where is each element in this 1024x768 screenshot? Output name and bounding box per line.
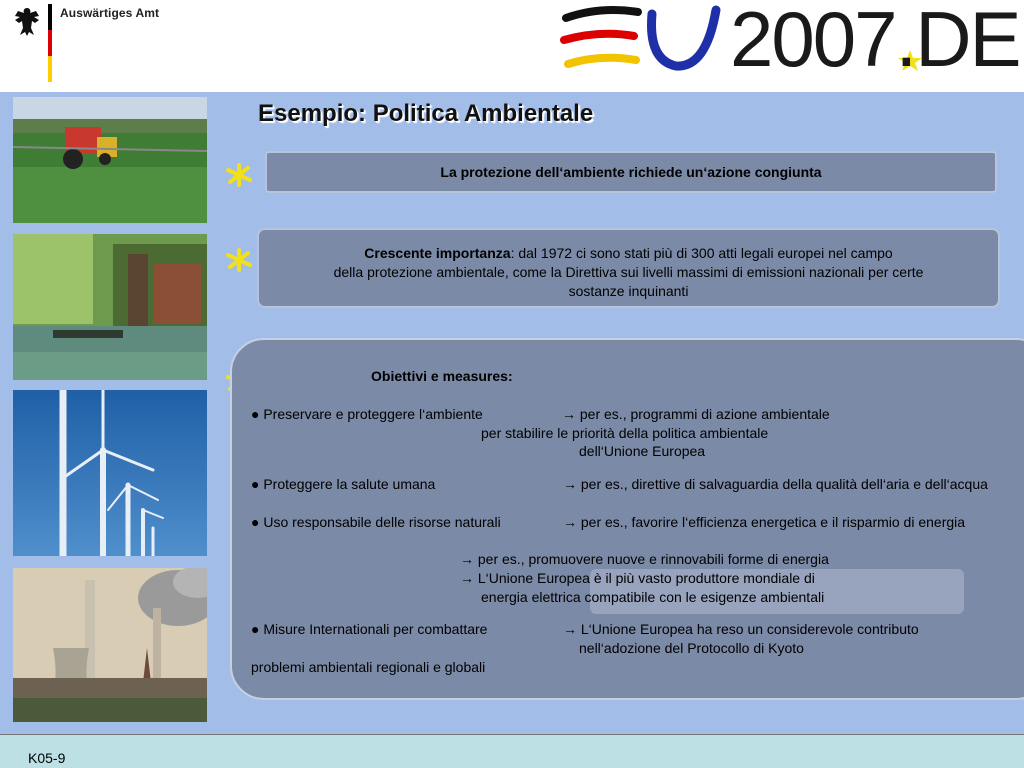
federal-eagle-icon	[12, 6, 42, 38]
growing-importance-label: Crescente importanza	[364, 245, 511, 261]
objective-health-measure: → per es., direttive di salvaguardia della qualità dell‘aria e dell‘acqua	[563, 476, 988, 492]
slide-code: K05-9	[28, 750, 66, 766]
objectives-heading: Obiettivi e measures:	[371, 368, 513, 384]
ministry-name: Auswärtiges Amt	[60, 6, 160, 20]
header-bar	[0, 0, 1024, 92]
eu-star-icon	[226, 247, 252, 273]
german-flag-bar	[48, 4, 52, 82]
eu-logo-text: 2007.DE	[730, 0, 1020, 83]
objective-resources: ● Uso responsabile delle risorse naturali	[251, 514, 501, 530]
objective-resources-measure-4: energia elettrica compatibile con le esigenze ambientali	[481, 589, 825, 605]
box2-line1: : dal 1972 ci sono stati più di 300 atti legali europei nel campo	[510, 245, 893, 261]
objective-environment: ● Preservare e proteggere l‘ambiente	[251, 406, 483, 422]
wind-turbines-photo	[13, 390, 207, 556]
objective-international-measure-2: nell‘adozione del Protocollo di Kyoto	[579, 640, 804, 656]
objective-international-measure: → L‘Unione Europea ha reso un considerevole contributo	[563, 621, 919, 637]
objective-international-2: problemi ambientali regionali e globali	[251, 659, 486, 675]
objective-environment-measure-3: dell‘Unione Europea	[579, 443, 706, 459]
eu-star-icon	[226, 162, 252, 188]
objective-resources-measure-3: → L‘Unione Europea è il più vasto produttore mondiale di	[460, 570, 815, 586]
box2-line2: della protezione ambientale, come la Direttiva sui livelli massimi di emissioni nazionali per certe	[333, 264, 924, 280]
objective-health: ● Proteggere la salute umana	[251, 476, 436, 492]
objective-environment-measure-2: per stabilire le priorità della politica ambientale	[481, 425, 769, 441]
tractor-field-photo	[13, 97, 207, 223]
canal-boat-photo	[13, 234, 207, 380]
objective-resources-measure: → per es., favorire l‘efficienza energetica e il risparmio di energia	[563, 514, 966, 530]
objective-environment-measure: → per es., programmi di azione ambientale	[562, 406, 830, 422]
objective-resources-measure-2: → per es., promuovere nuove e rinnovabili forme di energia	[460, 551, 829, 567]
joint-action-box: La protezione dell‘ambiente richiede un‘azione congiunta	[265, 151, 997, 193]
box2-line3: sostanze inquinanti	[568, 283, 689, 299]
footer-bar	[0, 734, 1024, 768]
power-plant-photo	[13, 568, 207, 722]
growing-importance-box	[257, 228, 1000, 308]
objective-international: ● Misure Internationali per combattare	[251, 621, 488, 637]
slide-title: Esempio: Politica Ambientale	[258, 100, 594, 127]
